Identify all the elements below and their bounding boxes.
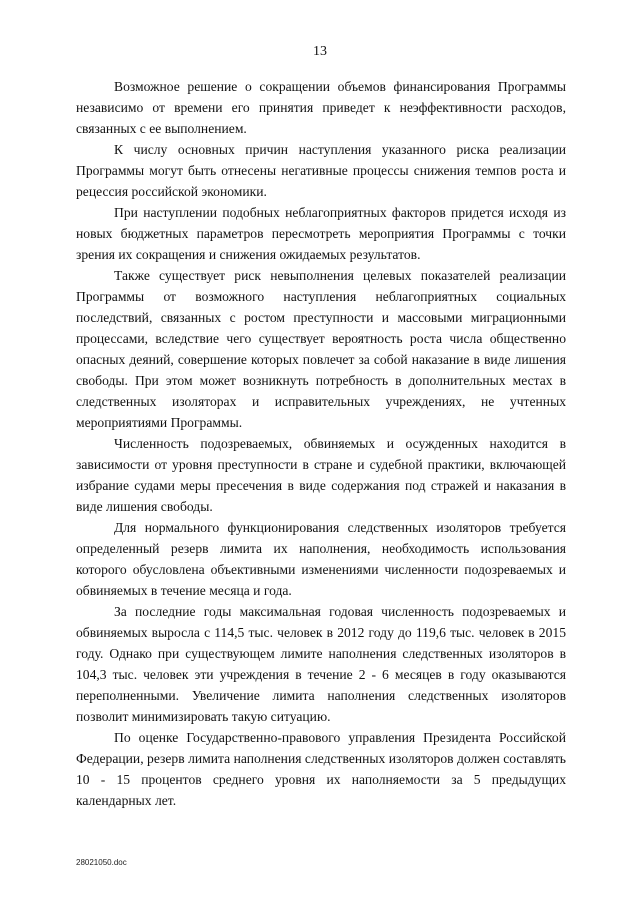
paragraph: Также существует риск невыполнения целевых показателей реализации Программы от возможного наступления неблагоприятных социальных последствий, связанных с ростом преступности и массовыми миграционными процессами, вследствие чего существует вероятность роста числа общественно опасных деяний, совершение которых повлечет за собой наказание в виде лишения свободы. При этом может возникнуть потребность в дополнительных местах в следственных изоляторах и исправительных учреждениях, не учтенных мероприятиями Программы.: [76, 268, 566, 430]
paragraph: За последние годы максимальная годовая численность подозреваемых и обвиняемых выросла с 114,5 тыс. человек в 2012 году до 119,6 тыс. человек в 2015 году. Однако при существующем лимите наполнения следственных изоляторов в 104,3 тыс. человек эти учреждения в течение 2 - 6 месяцев в году оказываются переполненными. Увеличение лимита наполнения следственных изоляторов позволит минимизировать такую ситуацию.: [76, 604, 566, 724]
paragraph: Численность подозреваемых, обвиняемых и осужденных находится в зависимости от уровня преступности в стране и судебной практики, включающей избрание судами меры пресечения в виде содержания под стражей и наказания в виде лишения свободы.: [76, 436, 566, 514]
document-body: [76, 76, 566, 811]
paragraph: К числу основных причин наступления указанного риска реализации Программы могут быть отнесены негативные процессы снижения темпов роста и рецессия российской экономики.: [76, 142, 566, 199]
paragraph: При наступлении подобных неблагоприятных факторов придется исходя из новых бюджетных параметров пересмотреть мероприятия Программы с точки зрения их сокращения и снижения ожидаемых результатов.: [76, 205, 566, 262]
document-file-id: 28021050.doc: [76, 858, 127, 867]
paragraph: По оценке Государственно-правового управления Президента Российской Федерации, резерв лимита наполнения следственных изоляторов должен составлять 10 - 15 процентов среднего уровня их наполняемости за 5 предыдущих календарных лет.: [76, 730, 566, 808]
page-number: 13: [313, 44, 327, 59]
paragraph: Возможное решение о сокращении объемов финансирования Программы независимо от времени его принятия приведет к неэффективности расходов, связанных с ее выполнением.: [76, 79, 566, 136]
paragraph: Для нормального функционирования следственных изоляторов требуется определенный резерв лимита их наполнения, необходимость использования которого обусловлена объективными изменениями численности подозреваемых и обвиняемых в течение месяца и года.: [76, 520, 566, 598]
